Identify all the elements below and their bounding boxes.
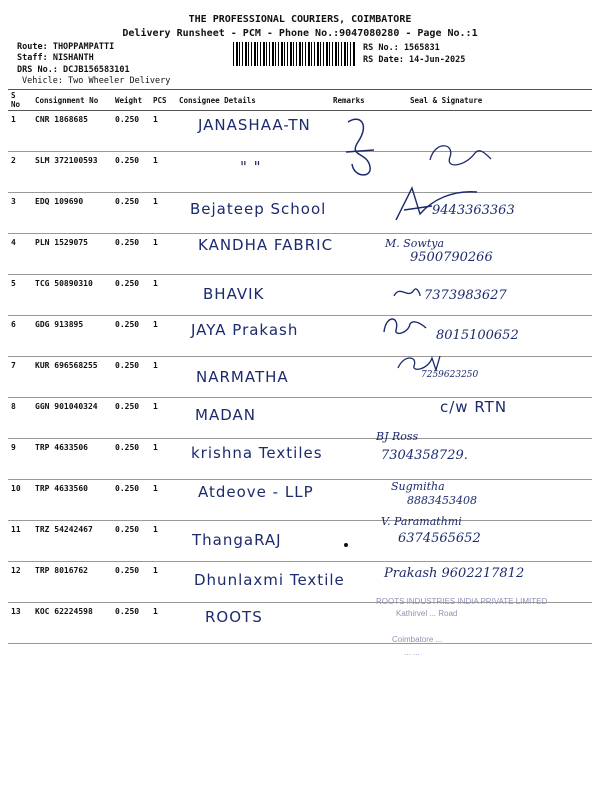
ink-dot [344,543,348,547]
stamp-line-3: Coimbatore ... [392,635,443,644]
signature-name-4: M. Sowtya [385,237,445,250]
consignment-no: TRP 8016762 [32,562,112,603]
signature-mark-5 [392,284,422,302]
weight: 0.250 [112,398,150,439]
weight: 0.250 [112,111,150,152]
sno: 8 [8,398,32,439]
pcs: 1 [150,111,176,152]
consignment-no: TRP 4633560 [32,480,112,521]
signature-name-11: V. Paramathmi [381,515,462,528]
consignment-no: TCG 50890310 [32,275,112,316]
consignee-2: " " [240,158,262,176]
sno: 3 [8,193,32,234]
drs-no: DRS No.: DCJB156583101 [17,65,130,75]
sno: 11 [8,521,32,562]
barcode [233,42,355,66]
signature-12: Prakash 9602217812 [384,566,525,581]
weight: 0.250 [112,234,150,275]
stamp-line-4: ... ... [404,648,420,657]
consignee-7: NARMATHA [196,368,289,386]
pcs: 1 [150,603,176,644]
pcs: 1 [150,521,176,562]
pcs: 1 [150,275,176,316]
consignment-no: EDQ 109690 [32,193,112,234]
consignee-11: ThangaRAJ [192,531,282,549]
pcs: 1 [150,480,176,521]
signature-mark-6 [380,312,430,338]
consignee-12: Dhunlaxmi Textile [194,571,345,589]
stamp-line-1: ROOTS INDUSTRIES INDIA PRIVATE LIMITED [376,597,548,606]
consignee-4: KANDHA FABRIC [198,236,334,254]
rs-no: RS No.: 1565831 [363,43,440,53]
signature-name-10: Sugmitha [391,480,445,493]
weight: 0.250 [112,357,150,398]
remarks-cell [330,439,370,480]
consignment-no: PLN 1529075 [32,234,112,275]
weight: 0.250 [112,316,150,357]
pcs: 1 [150,234,176,275]
weight: 0.250 [112,193,150,234]
pcs: 1 [150,316,176,357]
col-weight: Weight [112,90,150,111]
remarks-cell [330,480,370,521]
pcs: 1 [150,398,176,439]
vehicle: Vehicle: Two Wheeler Delivery [22,76,171,86]
sno: 7 [8,357,32,398]
weight: 0.250 [112,562,150,603]
consignment-no: KOC 62224598 [32,603,112,644]
consignee-3: Bejateep School [190,200,327,218]
weight: 0.250 [112,439,150,480]
signature-name-9: BJ Ross [376,430,419,443]
consignee-10: Atdeove - LLP [198,483,314,501]
pcs: 1 [150,439,176,480]
signature-phone-3: 9443363363 [432,203,515,218]
sno: 10 [8,480,32,521]
rs-date: RS Date: 14-Jun-2025 [363,55,466,65]
remarks-cell [330,398,370,439]
signature-mark-2 [425,135,495,175]
col-signature: Seal & Signature [370,90,592,111]
remark-8: c/w RTN [440,398,508,416]
weight: 0.250 [112,603,150,644]
signature-phone-6: 8015100652 [436,328,519,343]
pcs: 1 [150,357,176,398]
remarks-cell [330,316,370,357]
weight: 0.250 [112,152,150,193]
consignee-9: krishna Textiles [191,444,323,462]
sno: 2 [8,152,32,193]
sno: 12 [8,562,32,603]
weight: 0.250 [112,521,150,562]
table-row [8,152,592,193]
col-consignee: Consignee Details [176,90,330,111]
sno: 5 [8,275,32,316]
sno: 9 [8,439,32,480]
consignment-no: KUR 696568255 [32,357,112,398]
consignment-no: GGN 901040324 [32,398,112,439]
consignee-6: JAYA Prakash [191,321,299,339]
weight: 0.250 [112,480,150,521]
consignee-5: BHAVIK [203,285,265,303]
table-row [8,357,592,398]
signature-phone-11: 6374565652 [398,531,481,546]
sno: 6 [8,316,32,357]
remarks-cell [330,521,370,562]
consignment-no: GDG 913895 [32,316,112,357]
col-consignment: Consignment No [32,90,112,111]
staff: Staff: NISHANTH [17,53,94,63]
col-sno: S No [8,90,32,111]
stamp-line-2: Kathirvel ... Road [396,609,458,618]
weight: 0.250 [112,275,150,316]
consignee-8: MADAN [195,406,256,424]
consignee-13: ROOTS [205,608,263,626]
remarks-cell [330,193,370,234]
table-header [8,90,592,111]
pcs: 1 [150,562,176,603]
route: Route: THOPPAMPATTI [17,42,115,52]
col-remarks: Remarks [330,90,370,111]
sno: 13 [8,603,32,644]
table-row [8,603,592,644]
consignment-no: CNR 1868685 [32,111,112,152]
signature-phone-5: 7373983627 [424,288,507,303]
remarks-cell [330,234,370,275]
signature-phone-7: 7259623250 [421,370,479,380]
pcs: 1 [150,193,176,234]
runsheet-table [8,89,592,644]
consignment-no: TRZ 54242467 [32,521,112,562]
remarks-cell [330,357,370,398]
remarks-cell [330,603,370,644]
sno: 4 [8,234,32,275]
consignment-no: TRP 4633506 [32,439,112,480]
sno: 1 [8,111,32,152]
consignment-no: SLM 372100593 [32,152,112,193]
consignee-1: JANASHAA-TN [198,116,311,134]
table-row [8,521,592,562]
remarks-cell [330,275,370,316]
company-title: THE PROFESSIONAL COURIERS, COIMBATORE [188,14,412,25]
pcs: 1 [150,152,176,193]
col-pcs: PCS [150,90,176,111]
signature-phone-4: 9500790266 [410,250,493,265]
signature-mark-1 [340,112,380,182]
signature-phone-10: 8883453408 [407,494,477,507]
runsheet-subtitle: Delivery Runsheet - PCM - Phone No.:9047080280 - Page No.:1 [122,28,478,39]
signature-phone-9: 7304358729. [381,448,468,463]
